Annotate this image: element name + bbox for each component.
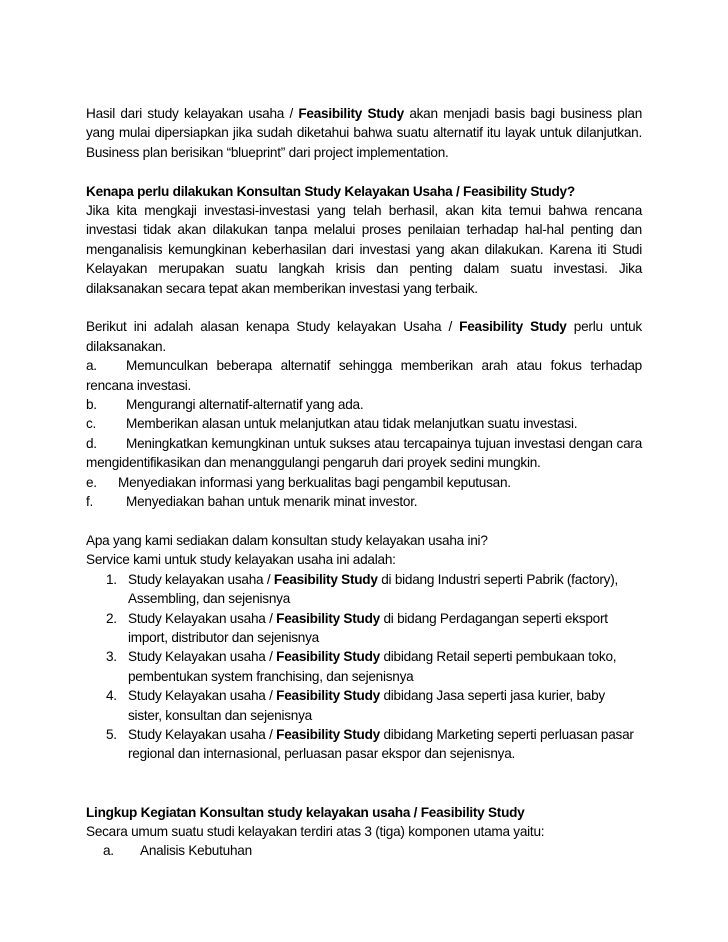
list-item-number-text: 2. (106, 610, 117, 626)
list-item (86, 609, 642, 648)
why-paragraph: Jika kita mengkaji investasi-investasi yang telah berhasil, akan kita temui bahwa rencana investasi tidak akan dilakukan tanpa melalui proses penilaian terhadap hal-hal penting dan menganalisis kemungkinan keberhasilan dari investasi yang akan dilakukan. Karena iti Studi Kelayakan merupakan suatu langkah krisis dan penting dalam suatu investasi. Jika dilaksanakan secara tepat akan memberikan investasi yang terbaik. (86, 203, 642, 296)
list-item-text: Analisis Kebutuhan (140, 843, 252, 859)
list-item-label: d. (86, 435, 97, 451)
list-item (86, 395, 642, 414)
service-text: Study Kelayakan usaha / (128, 610, 277, 626)
intro-bold-term: Feasibility Study (298, 106, 404, 121)
service-text: Study Kelayakan usaha / (128, 688, 277, 704)
list-item (86, 570, 642, 609)
list-item-text: Memberikan alasan untuk melanjutkan atau tidak melanjutkan suatu investasi. (126, 416, 578, 432)
reasons-intro-text: Berikut ini adalah alasan kenapa Study kelayakan Usaha / (86, 319, 460, 335)
intro-paragraph (86, 104, 642, 162)
service-text-rest: di bidang Industri seperti Pabrik (factory), Assembling, dan sejenisnya (128, 571, 619, 607)
spacer (86, 512, 642, 531)
service-bold-term: Feasibility Study (276, 688, 380, 704)
intro-text-rest: akan menjadi basis bagi business plan yang mulai dipersiapkan jika sudah diketahui bahwa suatu alternatif itu layak untuk dilanjutkan. Business plan berisikan “blueprint” dari project implementation. (86, 106, 643, 160)
intro-text: Hasil dari study kelayakan usaha / (86, 106, 299, 121)
list-item-text (128, 725, 642, 764)
service-text-rest: dibidang Jasa seperti jasa kurier, baby sister, konsultan dan sejenisnya (128, 688, 605, 723)
service-text-rest: dibidang Retail seperti pembukaan toko, pembentukan system franchising, dan sejenisnya (128, 649, 617, 684)
list-item-text (128, 570, 642, 609)
list-item (86, 434, 642, 473)
list-item-label: f. (86, 494, 94, 510)
service-text-rest: di bidang Perdagangan seperti eksport import, distributor dan sejenisnya (128, 610, 608, 645)
list-item-text: Menyediakan informasi yang berkualitas bagi pengambil keputusan. (118, 474, 511, 490)
service-bold-term: Feasibility Study (276, 649, 380, 665)
reasons-list (86, 356, 642, 511)
list-item-number-text: 1. (106, 571, 117, 587)
list-item-number (86, 570, 128, 609)
reasons-intro (86, 317, 642, 356)
list-item-label: a. (103, 843, 114, 859)
list-item-label: a. (86, 358, 97, 374)
service-text: Study Kelayakan usaha / (128, 649, 277, 665)
list-item (86, 473, 642, 492)
why-heading: Kenapa perlu dilakukan Konsultan Study Kelayakan Usaha / Feasibility Study? (86, 183, 575, 199)
list-item-text (128, 686, 642, 725)
spacer (86, 162, 642, 181)
service-text: Study Kelayakan usaha / (128, 726, 277, 742)
service-bold-term: Feasibility Study (276, 726, 380, 742)
services-lead: Service kami untuk study kelayakan usaha ini adalah: (86, 552, 396, 568)
spacer (86, 783, 642, 802)
list-item-number (86, 647, 128, 686)
list-item (86, 647, 642, 686)
list-item-label: e. (86, 474, 97, 490)
list-item-number-text: 5. (106, 726, 117, 742)
list-item-number (86, 725, 128, 764)
list-item-text: Meningkatkan kemungkinan untuk sukses atau tercapainya tujuan investasi dengan cara mengidentifikasikan dan menanggulangi pengaruh dari proyek sedini mungkin. (86, 435, 642, 471)
list-item (86, 414, 642, 433)
list-item (86, 492, 642, 511)
list-item-label: b. (86, 397, 97, 413)
list-item (86, 725, 642, 764)
scope-paragraph: Secara umum suatu studi kelayakan terdiri atas 3 (tiga) komponen utama yaitu: (86, 823, 545, 839)
scope-heading: Lingkup Kegiatan Konsultan study kelayakan usaha / Feasibility Study (86, 804, 525, 820)
list-item-label: c. (86, 416, 97, 432)
spacer (86, 764, 642, 783)
list-item (86, 686, 642, 725)
services-list (86, 570, 642, 764)
list-item-number (86, 609, 128, 648)
list-item (86, 356, 642, 395)
list-item-text (128, 647, 642, 686)
service-text: Study kelayakan usaha / (128, 571, 274, 587)
spacer (86, 298, 642, 317)
service-bold-term: Feasibility Study (276, 610, 380, 626)
list-item-number-text: 3. (106, 649, 117, 665)
list-item-text: Menyediakan bahan untuk menarik minat investor. (126, 494, 418, 510)
list-item-text: Mengurangi alternatif-alternatif yang ada. (126, 397, 364, 413)
list-item-number (86, 686, 128, 725)
reasons-intro-text-rest: perlu untuk dilaksanakan. (86, 319, 642, 354)
list-item-text: Memunculkan beberapa alternatif sehingga memberikan arah atau fokus terhadap rencana investasi. (86, 358, 642, 393)
service-bold-term: Feasibility Study (273, 571, 378, 587)
list-item-number-text: 4. (106, 688, 117, 704)
reasons-intro-bold-term: Feasibility Study (459, 319, 567, 335)
services-question: Apa yang kami sediakan dalam konsultan study kelayakan usaha ini? (86, 532, 488, 548)
service-text-rest: dibidang Marketing seperti perluasan pasar regional dan internasional, perluasan pasar ekspor dan sejenisnya. (128, 726, 634, 762)
document-page (86, 104, 642, 861)
list-item (86, 841, 642, 860)
list-item-text (128, 609, 642, 648)
